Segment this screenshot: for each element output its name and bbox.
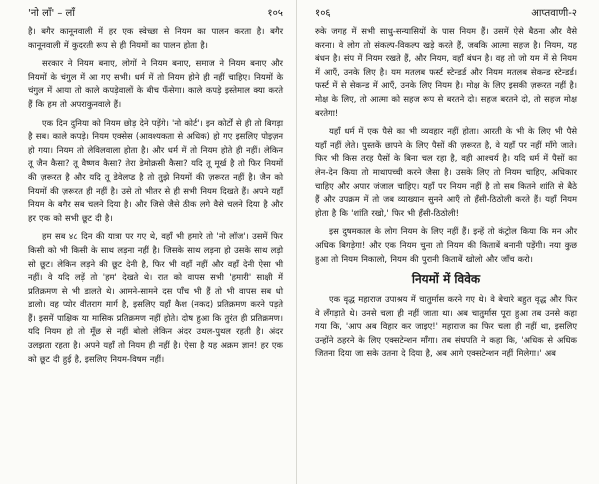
left-page-header (28, 8, 283, 20)
right-page-number: १०६ (315, 8, 331, 19)
left-paragraph-2: सरकार ने नियम बनाए, लोगों ने नियम बनाए, समाज ने नियम बनाए और नियमों के चंगुल में आ गए सभी। धर्म में तो नियम होने ही नहीं चाहिए। नियमों के चंगुल में आया तो काले कपड़ेवालों के बीच फँसेगा। काले कपड़े इस्तेमाल क्या करते हैं कि हम तो अपराकुनवाले हैं। (28, 58, 283, 109)
right-paragraph-2: यहाँ धर्म में एक पैसे का भी व्यवहार नहीं होता। आरती के भी के लिए भी पैसे यहाँ नहीं लेते। पुस्तकें छापने के लिए पैसों की ज़रूरत है, वे यहाँ पर नहीं माँगे जाते। फिर भी किस तरह पैसों के बिना चल रहा है, वही आश्चर्य है। यदि धर्म में पैसों का लेन-देन किया तो माथापच्ची करने जैसा है। उसके लिए तो नियम चाहिए, अधिकार चाहिए और अपार जंजाल चाहिए। यहाँ पर नियम नहीं है तो सब कितने शांति से बैठे हैं और उपक्रम में तो जब व्याख्यान सुनने आएँ तो हँसी-ठिठोली करते हैं। यहाँ नियम होता है कि 'शांति रखो,' फिर भी हँसी-ठिठोली! (315, 126, 577, 218)
left-page-number: १०५ (267, 8, 283, 19)
left-running-title: 'नो लाँ' – लाँ (28, 8, 75, 19)
page-gutter (296, 0, 297, 484)
right-paragraph-3: इस दुषमकाल के लोग नियम के लिए नहीं हैं। इन्हें तो कंट्रोल किया कि मन और अधिक बिगड़ेगा! और एक नियम चुना तो नियम की किताबें बनानी पड़ेंगी। नया कुछ हुआ तो नियम निकालो, नियम की पुरानी किताबें खोलो और जाँच करो। (315, 226, 577, 264)
right-running-title: आप्तवाणी-२ (531, 8, 577, 19)
section-heading: नियमों में विवेक (411, 272, 481, 287)
left-paragraph-4: हम सब ४८ दिन की यात्रा पर गए थे, वहाँ भी हमारे तो 'नो लॉज'। उसमें फिर किसी को भी किसी के साथ लड़ना नहीं है। जिसके साथ लड़ना हो उसके साथ लड़ो सो छूट। लेकिन लड़ने की छूट देनी है, फिर भी वहाँ नहीं और वहाँ देनी ऐसा भी नहीं। वे यदि लड़ें तो 'हम' देखते थे। रात को वापस सभी 'हमारी' साक्षी में प्रतिक्रमण से भी डालते थे। आमने-सामने दस पाँच भी हैं तो भी वापस सब धो डालो। वह प्योर वीतराग मार्ग है, इसलिए यहाँ कैश (नकद) प्रतिक्रमण करने पड़ते हैं। इसमें पाक्षिक या मासिक प्रतिक्रमण नहीं होते। दोष हुआ कि तुरंत ही प्रतिक्रमण। यदि नियम हो तो मूँछ से नहीं बोलो लेकिन अंदर उथल-पुथल रहती है। अंदर उलझता रहता है। अपने यहाँ तो नियम ही नहीं है। ऐसा है यह अक्रम ज्ञान! हर एक को छूट दी हुई है, इसलिए नियम-विषम नहीं। (28, 231, 283, 364)
left-paragraph-3: एक दिन दुनिया को नियम छोड़ देने पड़ेंगे। 'नो कोर्ट'। इन कोर्टों से ही तो बिगड़ा है सब। काले कपड़े। नियम एक्सेस (आवश्यकता से अधिक) हो गए इसलिए पोइज़न हो गया। नियम तो लेविलवाला होता है। और धर्म में तो नियम होते ही नहीं। लेकिन तू जैन कैसा? तू वैष्णव कैसा? तेरा डेमोक्रसी कैसा? यदि तू मूर्ख है तो फिर नियमों की ज़रूरत है और यदि तू डेवेलप्ड है तो तुझे नियमों की ज़रूरत नहीं है। जैन को नियमों की ज़रूरत ही नहीं है। उसे तो भीतर से ही सभी नियम दिखते हैं। अपने यहाँ नियम के बगैर सब चलने दिया है। और जिसे जैसे ठीक लगे वैसे चलने दिया है और हर एक को सभी छूट दी है। (28, 117, 283, 223)
right-page (301, 0, 599, 484)
right-paragraph-4: एक वृद्ध महाराज उपाश्रय में चातुर्मास करने गए थे। वे बेचारे बहुत वृद्ध और फिर वे लँगड़ाते थे। उनसे चला ही नहीं जाता था। अब चातुर्मास पूरा हुआ तब उनसे कहा गया कि, 'आप अब विहार कर जाइए!' महाराज का फिर चला ही नहीं था, इसलिए उन्होंने ठहरने के लिए एक्सटेन्शन माँगा। तब संघपति ने कहा कि, 'अधिक से अधिक जितना दिया जा सके उतना दे दिया है, अब आगे एक्सटेन्शन नहीं मिलेगा।' अब (315, 294, 577, 359)
right-page-header (315, 8, 577, 20)
left-paragraph-1: है। बगैर कानूनवाली में हर एक स्वेच्छा से नियम का पालन करता है। बगैर कानूनवाली में कुदरती रूप से ही नियमों का पालन होता है। (28, 26, 283, 50)
left-page (0, 0, 293, 484)
right-paragraph-1: रुके जगह में सभी साधु-सन्यासियों के पास नियम हैं। उसमें ऐसे बैठना और वैसे करना। वे लोग तो संकल्प-विकल्प खड़े करते हैं, जबकि आत्मा सहज है। नियम, यह बंधन है। संप में नियम रखते हैं, और नियम, वहाँ बंधन है। वह तो जो यम में से नियम में आएँ, उनके लिए है। यम मतलब फर्स्ट स्टेन्डर्ड और नियम मतलब सेकन्ड स्टेन्डर्ड। फर्स्ट में से सेकन्ड में आएँ, उनके लिए नियम है। मोक्ष के लिए इसकी ज़रूरत नहीं है। मोक्ष के लिए, तो आत्मा को सहज रूप से बरतने दो। सहज बरतने दो, तो सहज मोक्ष बरतेगा! (315, 26, 577, 118)
